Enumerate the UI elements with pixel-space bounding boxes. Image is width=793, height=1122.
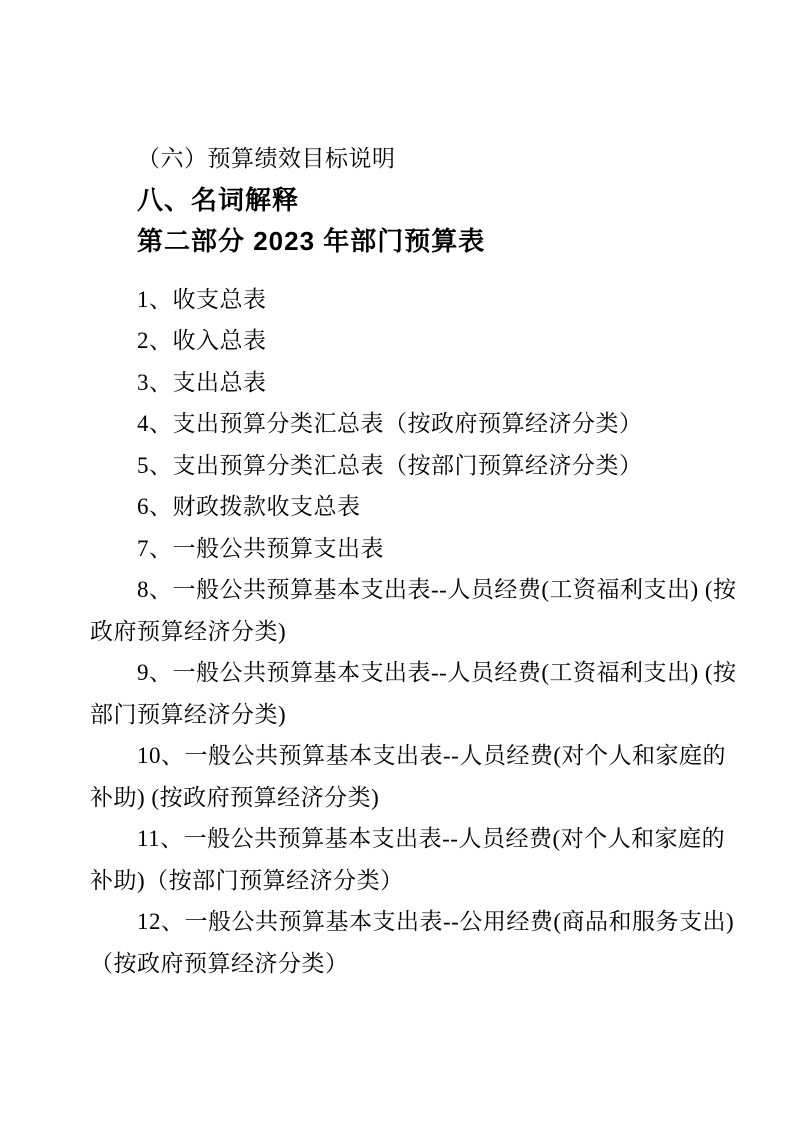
toc-item-8-line-1: 8、一般公共预算基本支出表--人员经费(工资福利支出) (按 <box>137 577 737 602</box>
toc-item-1-income-expense-summary: 1、收支总表 <box>137 286 267 312</box>
toc-item-4-expense-class-gov: 4、支出预算分类汇总表（按政府预算经济分类） <box>137 411 643 436</box>
heading-glossary: 八、名词解释 <box>137 184 300 215</box>
toc-item-11-line-1: 11、一般公共预算基本支出表--人员经费(对个人和家庭的 <box>137 826 726 851</box>
document-content <box>90 138 737 984</box>
toc-item-3-expense-summary: 3、支出总表 <box>137 369 267 395</box>
toc-item-2-income-summary: 2、收入总表 <box>137 328 267 353</box>
toc-item-12-line-2: （按政府预算经济分类） <box>90 950 349 976</box>
paragraph-budget-performance-note: （六）预算绩效目标说明 <box>137 146 396 171</box>
toc-item-12-basic-expense-public-goods <box>90 901 735 984</box>
toc-item-9-line-2: 部门预算经济分类) <box>90 701 287 727</box>
toc-item-9-basic-expense-personnel-dept <box>90 652 737 735</box>
heading-part2-budget-tables: 第二部分 2023 年部门预算表 <box>137 226 486 256</box>
toc-item-10-line-1: 10、一般公共预算基本支出表--人员经费(对个人和家庭的 <box>137 743 726 768</box>
toc-item-11-line-2: 补助)（按部门预算经济分类） <box>90 867 404 893</box>
toc-item-11-basic-expense-subsidy-dept <box>90 818 726 901</box>
toc-item-7-general-public-budget-expense: 7、一般公共预算支出表 <box>137 535 384 561</box>
toc-item-8-basic-expense-personnel-gov <box>90 569 737 652</box>
toc-item-5-expense-class-dept: 5、支出预算分类汇总表（按部门预算经济分类） <box>137 452 643 478</box>
toc-item-9-line-1: 9、一般公共预算基本支出表--人员经费(工资福利支出) (按 <box>137 660 737 685</box>
toc-item-10-basic-expense-subsidy-gov <box>90 735 726 818</box>
toc-item-12-line-1: 12、一般公共预算基本支出表--公用经费(商品和服务支出) <box>137 909 735 934</box>
toc-item-8-line-2: 政府预算经济分类) <box>90 618 287 644</box>
toc-item-6-fiscal-appropriation-summary: 6、财政拨款收支总表 <box>137 494 361 519</box>
toc-item-10-line-2: 补助) (按政府预算经济分类) <box>90 784 380 810</box>
